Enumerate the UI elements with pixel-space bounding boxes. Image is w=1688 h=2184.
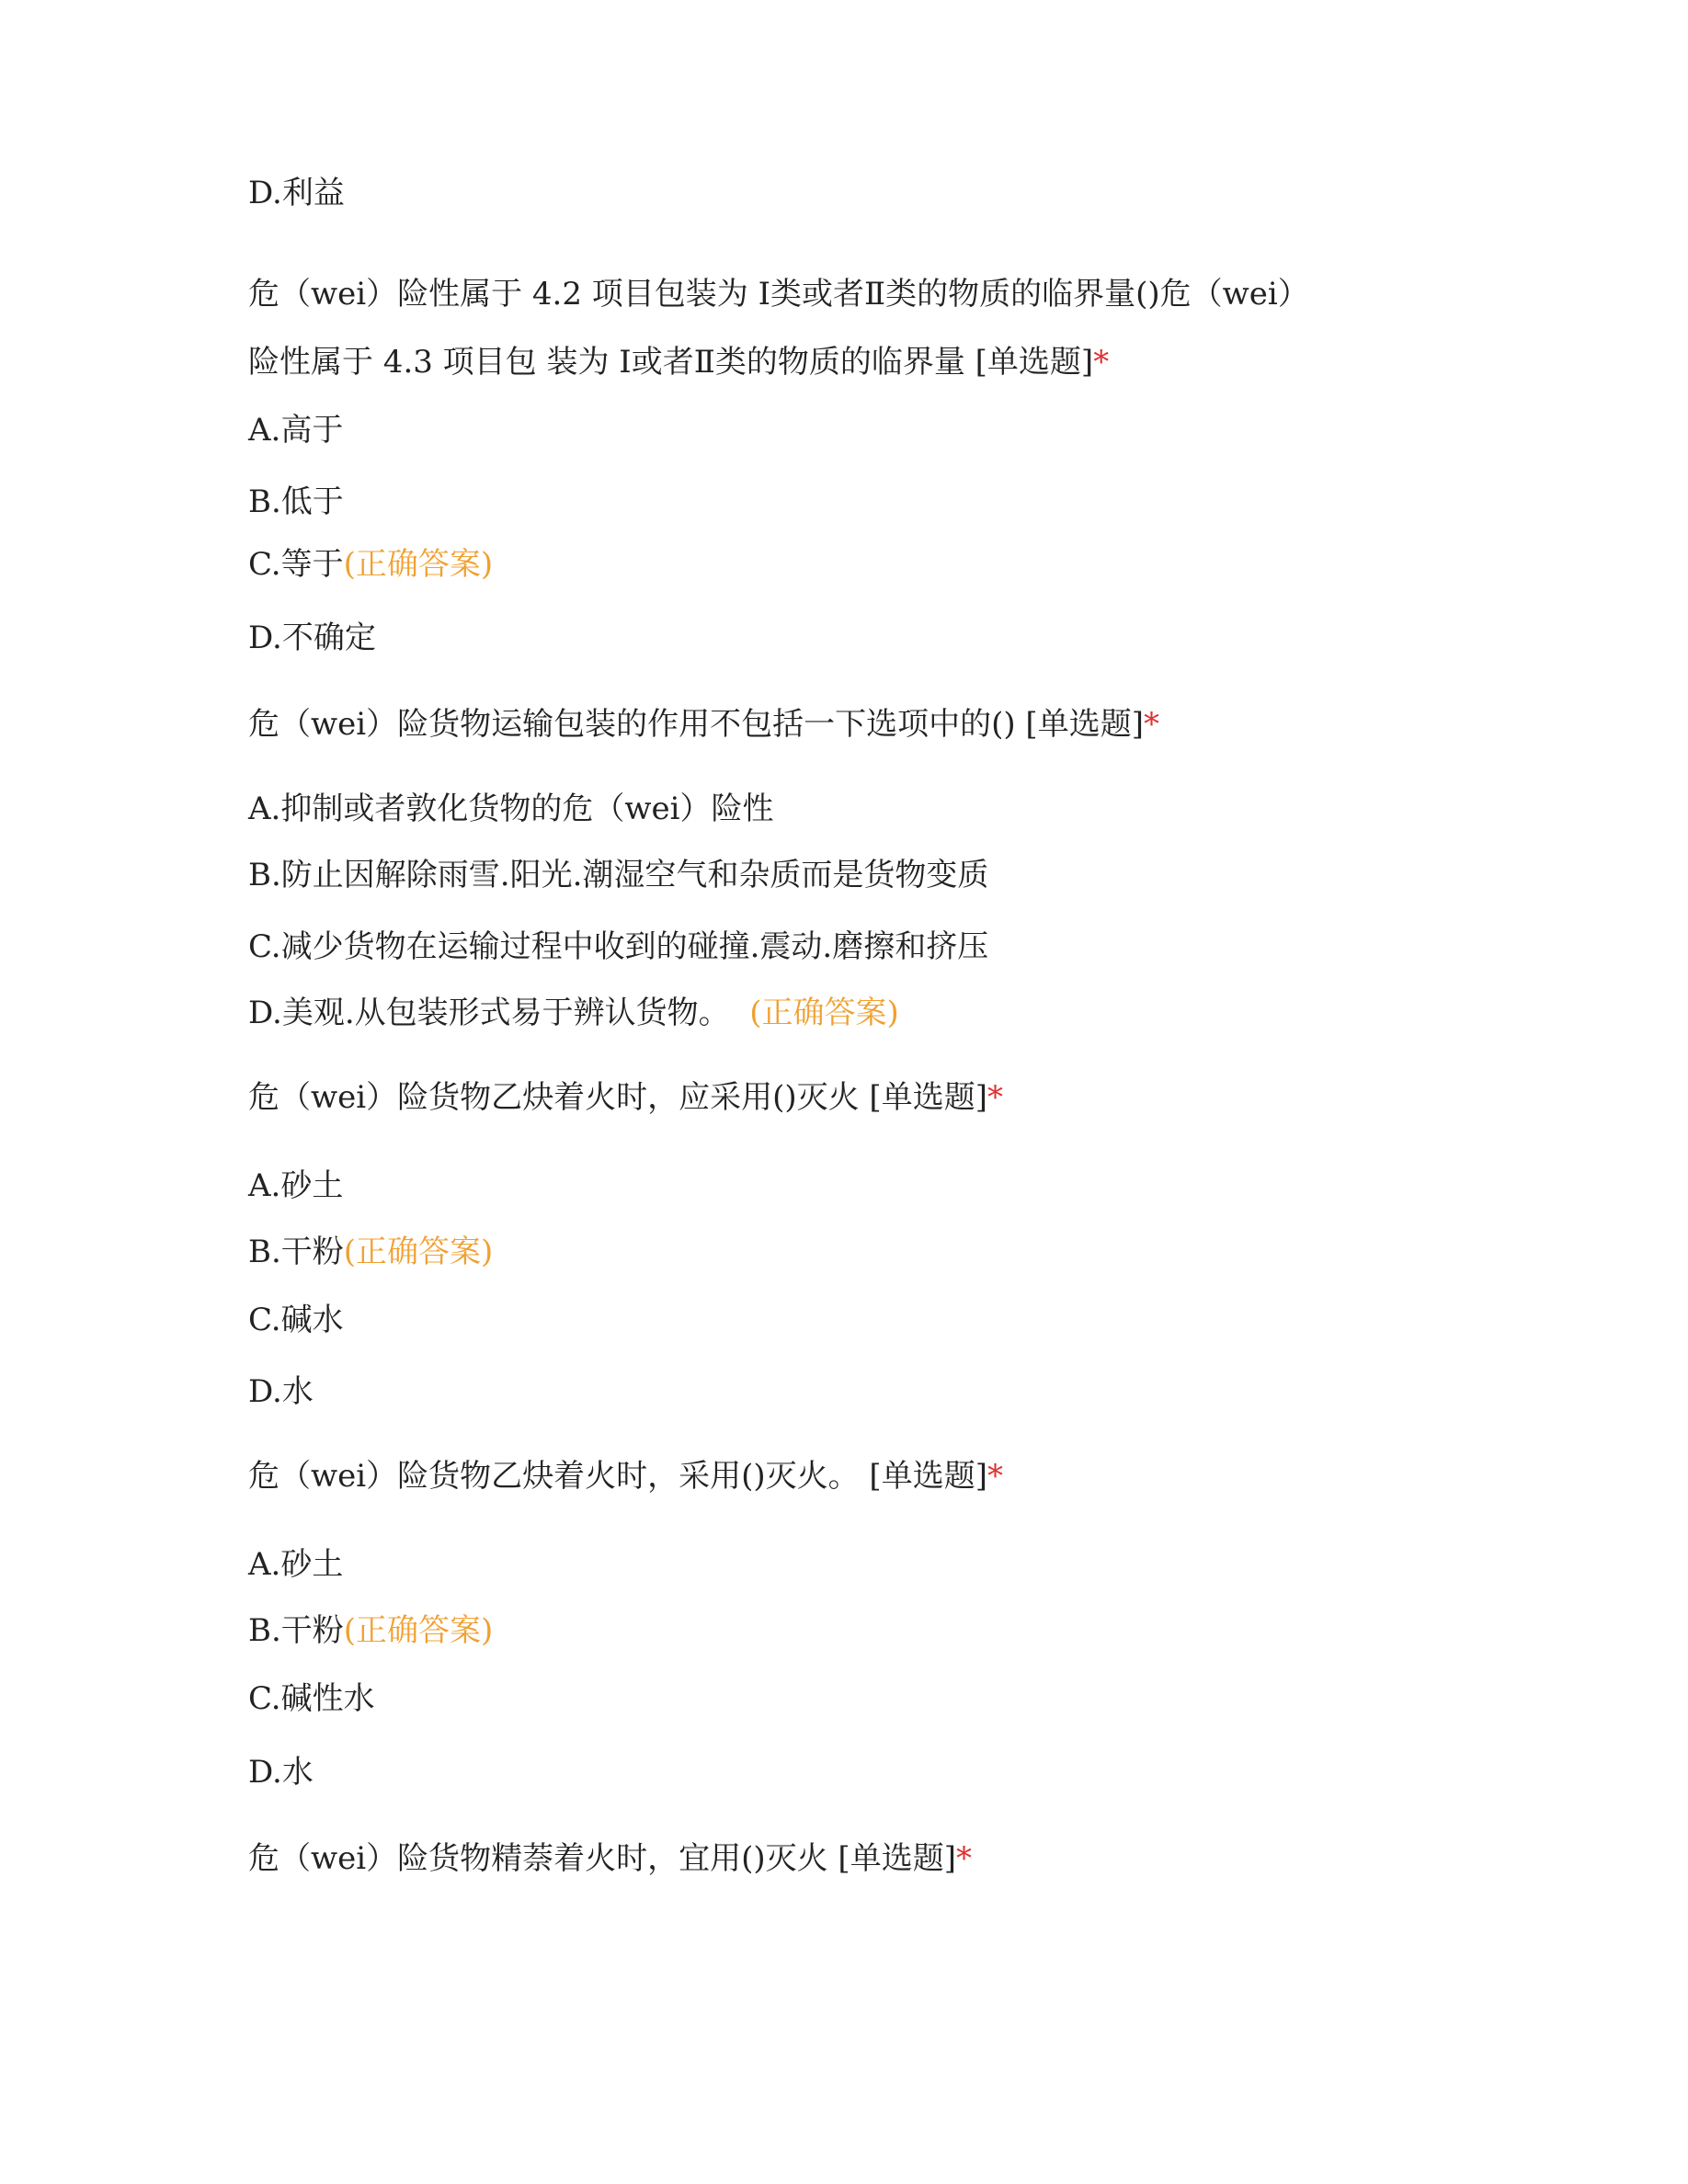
question-5-stem-text: 危（wei）险货物精萘着火时，宜用()灭火 [单选题] [248,1840,956,1877]
question-5-stem [248,1838,972,1879]
spacer [730,995,750,1031]
question-1-stem-line2 [248,342,1109,382]
question-4-stem-text: 危（wei）险货物乙炔着火时，采用()灭火。 [单选题] [248,1458,987,1495]
correct-answer-label: (正确答案) [343,1612,494,1649]
question-3-option-a: A.砂土 [248,1167,344,1204]
question-3-stem [248,1077,1003,1118]
question-1-option-d: D.不确定 [248,620,376,656]
question-3-option-d: D.水 [248,1373,314,1410]
required-star: * [955,1840,972,1877]
option-text: B.干粉 [248,1234,344,1270]
required-star: * [1093,344,1110,381]
question-4-option-a: A.砂土 [248,1546,344,1583]
correct-answer-label: (正确答案) [749,995,899,1031]
question-2-option-b: B.防止因解除雨雪.阳光.潮湿空气和杂质而是货物变质 [248,857,989,893]
question-3-option-b [248,1232,493,1272]
question-4-stem [248,1456,1003,1496]
question-2-option-a: A.抑制或者敦化货物的危（wei）险性 [248,791,774,827]
question-4-option-c: C.碱性水 [248,1680,375,1717]
question-3-option-c: C.碱水 [248,1302,344,1338]
question-2-stem-text: 危（wei）险货物运输包装的作用不包括一下选项中的() [单选题] [248,706,1144,743]
question-1-option-c [248,544,493,585]
question-1-option-a: A.高于 [248,412,344,449]
question-4-option-d: D.水 [248,1754,314,1791]
required-star: * [987,1079,1003,1116]
question-2-option-d [248,993,899,1033]
question-1-stem-text: 险性属于 4.3 项目包 装为 Ⅰ或者Ⅱ类的物质的临界量 [单选题] [248,344,1094,381]
option-text: D.美观.从包装形式易于辨认货物。 [248,995,730,1031]
correct-answer-label: (正确答案) [343,546,494,583]
option-d-prev: D.利益 [248,175,345,211]
question-1-stem-line1: 危（wei）险性属于 4.2 项目包装为 Ⅰ类或者Ⅱ类的物质的临界量()危（wei） [248,276,1309,313]
option-text: B.干粉 [248,1612,344,1649]
required-star: * [987,1458,1003,1495]
question-2-stem [248,704,1159,745]
question-3-stem-text: 危（wei）险货物乙炔着火时，应采用()灭火 [单选题] [248,1079,987,1116]
option-text: C.等于 [248,546,344,583]
question-4-option-b [248,1610,493,1651]
correct-answer-label: (正确答案) [343,1234,494,1270]
required-star: * [1143,706,1159,743]
question-1-option-b: B.低于 [248,483,344,520]
question-2-option-c: C.减少货物在运输过程中收到的碰撞.震动.磨擦和挤压 [248,928,989,965]
